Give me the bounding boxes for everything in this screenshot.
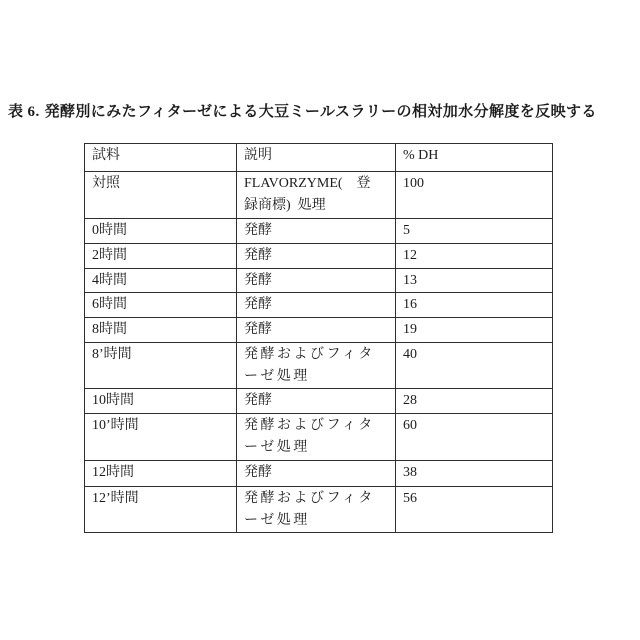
sample-cell: 4時間 [85,269,237,293]
description-cell: 発酵 [237,318,396,343]
hydrolysis-table [84,143,553,533]
description-cell: 発酵およびフィタ ーゼ処理 [237,414,396,461]
table-row [85,414,553,461]
table-row [85,172,553,219]
table-header-row [85,144,553,172]
sample-cell: 2時間 [85,244,237,269]
table-row [85,269,553,293]
table-caption-number: 表 6. [8,104,40,120]
description-cell: 発酵およびフィタ ーゼ処理 [237,487,396,533]
dh-cell: 38 [396,461,553,487]
table-row [85,244,553,269]
col-header-description: 説明 [237,144,396,172]
sample-cell: 12’時間 [85,487,237,533]
sample-cell: 12時間 [85,461,237,487]
dh-cell: 100 [396,172,553,219]
sample-cell: 0時間 [85,219,237,244]
sample-cell: 対照 [85,172,237,219]
col-header-sample: 試料 [85,144,237,172]
table-row [85,318,553,343]
col-header-dh: % DH [396,144,553,172]
table-caption-text: 発酵別にみたフィターゼによる大豆ミールスラリーの相対加水分解度を反映する [44,104,597,120]
description-cell: 発酵 [237,269,396,293]
description-cell: 発酵 [237,293,396,318]
dh-cell: 5 [396,219,553,244]
description-cell: 発酵 [237,219,396,244]
description-cell: 発酵およびフィタ ーゼ処理 [237,343,396,389]
table-row [85,343,553,389]
table-row [85,487,553,533]
dh-cell: 12 [396,244,553,269]
sample-cell: 10時間 [85,389,237,414]
description-cell: 発酵 [237,244,396,269]
dh-cell: 13 [396,269,553,293]
description-cell: 発酵 [237,461,396,487]
dh-cell: 60 [396,414,553,461]
dh-cell: 19 [396,318,553,343]
sample-cell: 6時間 [85,293,237,318]
sample-cell: 8時間 [85,318,237,343]
description-cell: FLAVORZYME( 登 録商標) 処理 [237,172,396,219]
table-row [85,293,553,318]
table-row [85,389,553,414]
table-row [85,461,553,487]
sample-cell: 8’時間 [85,343,237,389]
dh-cell: 28 [396,389,553,414]
dh-cell: 56 [396,487,553,533]
sample-cell: 10’時間 [85,414,237,461]
table-caption [8,100,597,121]
dh-cell: 40 [396,343,553,389]
table-row [85,219,553,244]
description-cell: 発酵 [237,389,396,414]
dh-cell: 16 [396,293,553,318]
